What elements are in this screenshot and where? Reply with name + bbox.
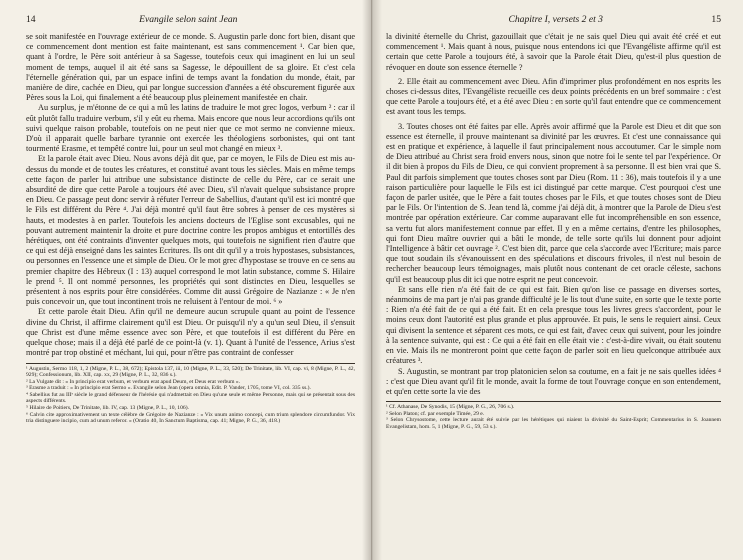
paragraph: Et la parole était avec Dieu. Nous avons déjà dit que, par ce moyen, le Fils de Dieu est mis au-dessus du monde et de toutes les créatures, et constitué avant tous les siècles. Mais en même temps cette façon de parler lui attribue une subsistance distincte de celle du Père, car ce serait une absurdité de dire que cette Parole a toujours été avec Dieu, s'il n'avait quelque subsistance propre en Dieu. Ce passage peut donc servir à réfuter l'erreur de Sabellius, d'autant qu'il est ici montré que le Fils est différent du Père ⁴. J'ai déjà montré qu'il faut être sobres à penser de ces mystères si hauts, et modestes à en parler. Toutefois les anciens docteurs de l'Eglise sont excusables, qui ne pouvant autrement maintenir la droite et pure doctrine contre les propos ambigus et entortillés des hérétiques, ont été contraints d'inventer quelques mots, qui toutefois ne signifient rien d'autre que ce qui est déjà enseigné dans les saintes Ecritures. Ils ont dit qu'il y a trois hypostases, subsistances, ou personnes en l'essence une et simple de Dieu. Or le mot grec d'hypostase se trouve en ce sens au premier chapitre des Hébreux (I : 13) auquel correspond le mot latin substance, comme S. Hilaire le prend ⁵. Il ont nommé personnes, les propriétés qui sont distinctes en Dieu, lesquelles se présentent à nos esprits pour être considérées. Comme dit aussi Grégoire de Nazianze : « Je n'en puis concevoir un, que tout incontinent trois ne reluisent à l'entour de moi. ⁶ » xyxy=(26,154,355,307)
footnote: ⁵ Hilaire de Poitiers, De Trinitate, lib. IV, cap. 13 (Migne, P. L., 10, 106). xyxy=(26,405,189,412)
right-page xyxy=(372,0,743,560)
running-head xyxy=(386,14,721,25)
footnote: ⁶ Calvin cite approximativement un texte célèbre de Grégoire de Nazianze : « Vix unum animo concepi, cum trium splendore circumfundor. Vix tria distinguere incipio, cum ad unum referor. » (Oratio 40, In Sanctum Baptisma, cap. 41; Migne, P. G., 36, 418.) xyxy=(26,411,355,425)
verse-2-paragraph: 2. Elle était au commencement avec Dieu. Afin d'imprimer plus profondément en nos esprits les choses ci-dessus dites, l'Evangéliste recueille ces deux points précédents en un bref sommaire : c'est que cette Parole a toujours été, et a été avec Dieu : en sorte qu'il faut entendre que ce commencement est avant tous les temps. xyxy=(386,76,721,117)
paragraph: Et sans elle rien n'a été fait de ce qui est fait. Bien qu'on lise ce passage en diverses sortes, néanmoins de ma part je n'ai pas grande difficulté je le lis tout d'une suite, en sorte que le texte porte : Rien n'a été fait de ce qui a été fait. Et en cela presque tous les livres grecs s'accordent, pour le moins ceux dont l'autorité est plus grande et plus approuvée. Et puis, le sens le requiert ainsi. Ceux qui divisent la sentence et séparent ces mots, ce qui est fait, d'avec ceux qui suivent, pour les joindre à la sentence suivante, qui est : Ce qui a été fait en elle était vie : c'est-à-dire vivait, ou était soutenu en vie. Mais ils ne montreront point que cette façon de parler soit en lieu quelconque attribuée aux créatures ³. xyxy=(386,284,721,366)
page-number: 14 xyxy=(26,14,36,25)
left-page xyxy=(0,0,371,560)
body-text xyxy=(386,32,721,397)
paragraph: Au surplus, je m'étonne de ce qui a mû les latins de traduire le mot grec logos, verbum ² : car il eût plutôt fallu traduire verbum, s'il y eût eu rhema. Mais encore que nous leur accordions qu'ils ont suivi quelque raison probable, toutefois on ne peut nier que ce mot sermo ne convienne mieux. D'où il apparait quelle barbare tyrannie ont exercée les théologiens sorbonistes, qui ont tant tourmenté Erasme, et tempêté contre lui, pour un seul mot changé en mieux ³. xyxy=(26,103,355,154)
footnotes xyxy=(26,363,355,425)
paragraph: se soit manifestée en l'ouvrage extérieur de ce monde. S. Augustin parle donc fort bien, disant que ce commencement dont mention est faite maintenant, est sans commencement ¹. Car bien que, quant à l'ordre, le Père soit antérieur à sa Sagesse, toutefois ceux qui imaginent en lui un seul moment de temps, auquel il ait été sans sa Sagesse, le dépouillent de sa gloire. Et c'est cela l'éternelle génération qui, par un espace infini de temps avant la fondation du monde, était, par manière de dire, cachée en Dieu, qui par longue succession d'années a été obscurement figurée aux Pères sous la Loi, qui finalement a été beaucoup plus pleinement manifestée en chair. xyxy=(26,32,355,103)
footnote: ³ Erasme a traduit : « In principio erat Sermo ». Evangile selon Jean (opera omnia, Edit. P. Vander, 1705, tome VI, col. 335 ss.). xyxy=(26,385,311,392)
footnote: ² La Vulgate dit : « In principio erat verbum, et verbum erat apud Deum, et Deus erat verbum ». xyxy=(26,378,241,385)
footnote: ¹ Cf. Athanase, De Synodis, 15 (Migne, P. G., 26, 706 s.). xyxy=(386,404,515,411)
paragraph: S. Augustin, se montrant par trop platonicien selon sa coutume, en a fait je ne sais quelles idées ⁴ : c'est que Dieu avant qu'il fit le monde, avait la forme de tout l'ouvrage conçue en son entendement, et qu'en cette sorte la vie des xyxy=(386,366,721,396)
running-title: Chapitre I, versets 2 et 3 xyxy=(508,14,603,25)
paragraph: Et cette parole était Dieu. Afin qu'il ne demeure aucun scrupule quant au point de l'essence divine du Christ, il affirme clairement qu'il est Dieu. Or puisqu'il n'y a qu'un seul Dieu, il s'ensuit que Christ est d'une même essence avec son Père, et que toutefois il est différent du Père en quelque chose; mais il a déjà été parlé de ce point-là (v. 1). Quant à l'unité de l'essence, Arius s'est montré par trop obstiné et méchant, lui qui, pour n'être pas contraint de confesser xyxy=(26,307,355,358)
paragraph: la divinité éternelle du Christ, gazouillait que c'était je ne sais quel Dieu qui avait été créé et eut commencement ¹. Mais quant à nous, puisque nous entendons ici que l'Evangéliste affirme qu'il est certain que cette Parole a toujours été, à savoir que la Parole était Dieu, qu'est-il plus question de révoquer en doute son essence éternelle ? xyxy=(386,32,721,72)
footnote: ² Selon Platon; cf. par exemple Timée, 29 e. xyxy=(386,410,485,417)
footnote: ¹ Augustin, Sermo 118, 1, 2 (Migne, P. L., 38, 672); Epistola 137, iii, 10 (Migne, P. L., 33, 520); De Trinitate, lib. VI, cap. vi, 8 (Migne, P. L., 42, 929); Confessionum, lib. XII, cap. xx, 29 (Migne, P. L., 32, 836 s.). xyxy=(26,365,355,379)
footnote: ³ Selon Chrysostome, cette lecture aurait été suivie par les hérétiques qui niaient la divinité du Saint-Esprit; Commentarius in S. Joannem Evangelistam, hom. 5, 1 (Migne, P. G., 59, 53 s.). xyxy=(386,417,721,430)
verse-3-paragraph: 3. Toutes choses ont été faites par elle. Après avoir affirmé que la Parole est Dieu et dit que son essence est éternelle, il prouve maintenant sa divinité par les œuvres. Et c'est une connaissance qui est en pratique et expérience, à laquelle il faut principalement nous accoutumer. Car le simple nom de Dieu attribué au Christ sera froid envers nous, sinon que notre foi le sente tel par l'expérience. Or il dit bien à propos du Fils de Dieu, ce qui convient proprement à sa personne. Il est bien vrai que S. Paul dit parfois simplement que toutes choses sont par Dieu (Rom. 11 : 36), mais toutefois il y a une raison particulière pour laquelle le Fils est ici distingué par cette marque. C'est pourquoi c'est une façon de parler usitée, que le Père a fait toutes choses par le Fils, et que toutes choses sont de Dieu par le Fils. Or l'intention de S. Jean tend là, comme j'ai déjà dit, à montrer que la Parole de Dieu s'est montrée par opération extérieure. Car comme auparavant elle fut incompréhensible en son essence, sa vertu fut alors manifestement connue par effet. Il y en a même certains, d'entre les philosophes, qui font Dieu maître ouvrier qui a bâti le monde, de telle sorte qu'ils lui donnent pour adjoint l'Intelligence à bâtir cet ouvrage ². C'est bien dit, parce que cela s'accorde avec l'Ecriture; mais parce que tout soudain ils s'évanouissent en des spéculations et discours frivoles, il n'est nul besoin de rechercher beaucoup leurs témoignages, mais plutôt nous contenant de cet oracle céleste, sachons qu'il est beaucoup plus dit ici que notre esprit ne peut concevoir. xyxy=(386,121,721,284)
running-title: Evangile selon saint Jean xyxy=(139,14,238,25)
page-number: 15 xyxy=(711,14,721,25)
footnotes xyxy=(386,401,721,430)
running-head xyxy=(26,14,355,25)
footnote: ⁴ Sabellius fut au IIIᵉ siècle le grand défenseur de l'hérésie qui n'admettait en Dieu qu'une seule et même Personne, mais qui se présentait sous des aspects différents. xyxy=(26,391,355,405)
body-text xyxy=(26,32,355,359)
